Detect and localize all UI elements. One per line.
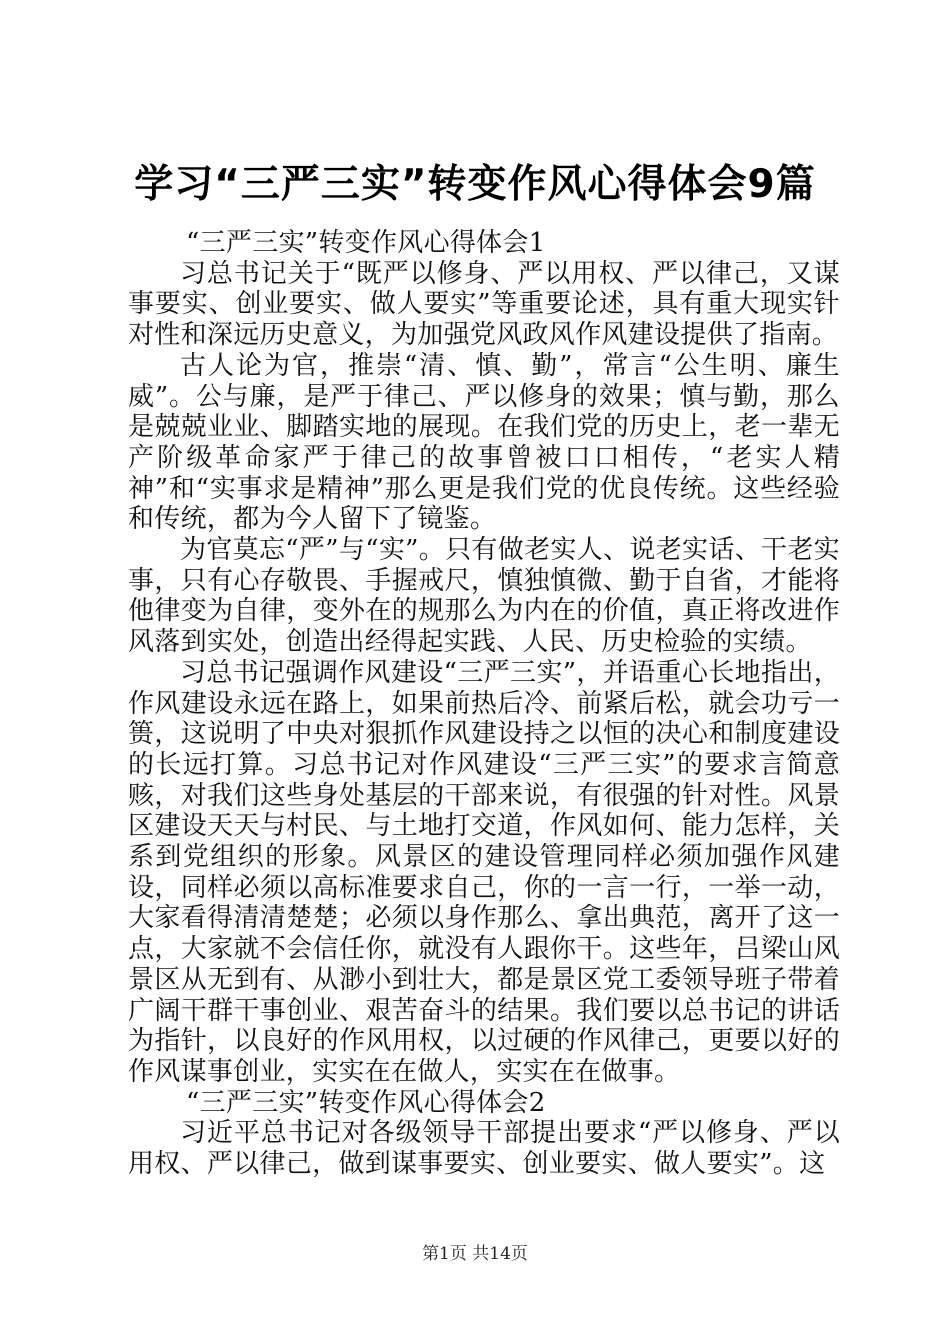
- section-heading: “三严三实”转变作风心得体会1: [186, 228, 546, 258]
- paragraph: 古人论为官，推崇“清、慎、勤”，常言“公生明、廉生威”。公与廉，是严于律己、严以修身的效果；慎与勤，那么是兢兢业业、脚踏实地的展现。在我们党的历史上，老一辈无产阶级革命家严于律己的故事曾被口口相传，“老实人精神”和“实事求是精神”那么更是我们党的优良传统。这些经验和传统，都为今人留下了镜鉴。: [128, 350, 840, 535]
- section-heading: “三严三实”转变作风心得体会2: [186, 1087, 546, 1118]
- document-body: [128, 228, 840, 1180]
- paragraph: 习总书记强调作风建设“三严三实”，并语重心长地指出，作风建设永远在路上，如果前热后冷、前紧后松，就会功亏一篑，这说明了中央对狠抓作风建设持之以恒的决心和制度建设的长远打算。习总书记对作风建设“三严三实”的要求言简意赅，对我们这些身处基层的干部来说，有很强的针对性。风景区建设天天与村民、与土地打交道，作风如何、能力怎样，关系到党组织的形象。风景区的建设管理同样必须加强作风建设，同样必须以高标准要求自己，你的一言一行，一举一动，大家看得清清楚楚；必须以身作那么、拿出典范，离开了这一点，大家就不会信任你，就没有人跟你干。这些年，吕梁山风景区从无到有、从渺小到壮大，都是景区党工委领导班子带着广阔干群干事创业、艰苦奋斗的结果。我们要以总书记的讲话为指针，以良好的作风用权，以过硬的作风律己，更要以好的作风谋事创业，实实在在做人，实实在在做事。: [128, 657, 840, 1087]
- paragraph: 为官莫忘“严”与“实”。只有做老实人、说老实话、干老实事，只有心存敬畏、手握戒尺，慎独慎微、勤于自省，才能将他律变为自律，变外在的规那么为内在的价值，真正将改进作风落到实处，创造出经得起实践、人民、历史检验的实绩。: [128, 535, 840, 658]
- paragraph: 习总书记关于“既严以修身、严以用权、严以律己，又谋事要实、创业要实、做人要实”等重要论述，具有重大现实针对性和深远历史意义，为加强党风政风作风建设提供了指南。: [128, 258, 840, 351]
- paragraph: 习近平总书记对各级领导干部提出要求“严以修身、严以用权、严以律己，做到谋事要实、创业要实、做人要实”。这: [128, 1118, 840, 1180]
- page-footer: 第1页 共14页: [422, 1244, 528, 1264]
- document-title: 学习“三严三实”转变作风心得体会9篇: [134, 162, 816, 207]
